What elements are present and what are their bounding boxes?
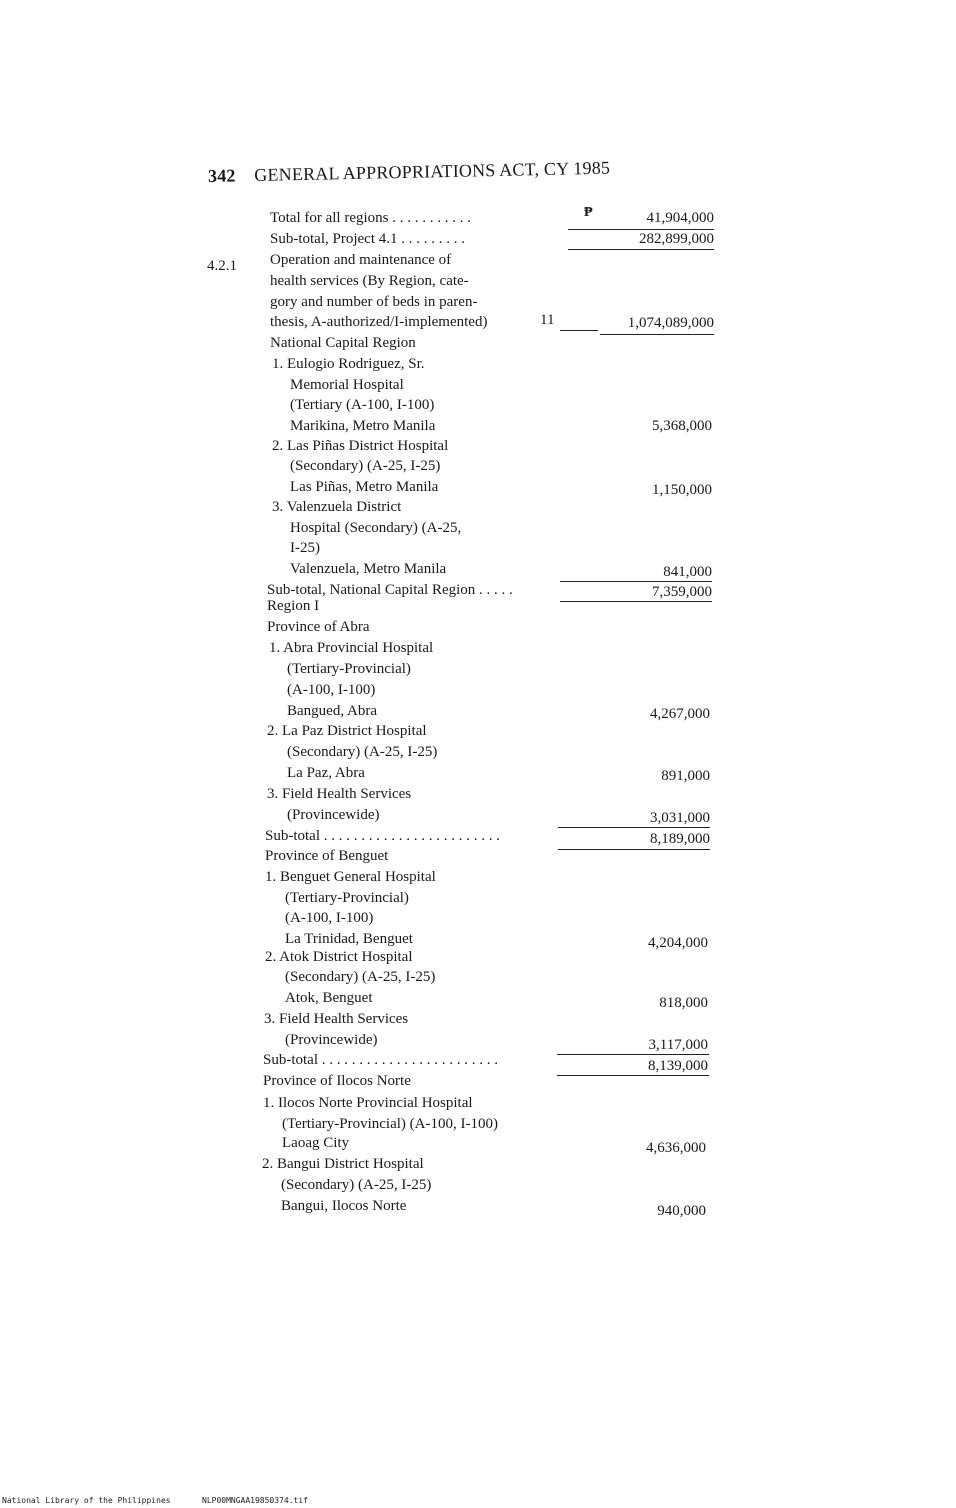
list-item: Las Piñas, Metro Manila	[290, 479, 439, 495]
list-item: Hospital (Secondary) (A-25,	[290, 520, 462, 536]
list-item: 1. Ilocos Norte Provincial Hospital	[263, 1095, 473, 1111]
amount: 4,636,000	[646, 1140, 706, 1156]
subtotal-amount: 8,139,000	[648, 1058, 708, 1074]
list-item: 2. La Paz District Hospital	[267, 723, 427, 739]
province-heading: Province of Ilocos Norte	[263, 1073, 411, 1089]
label-line: health services (By Region, cate-	[270, 273, 469, 289]
amount: 4,267,000	[650, 706, 710, 722]
list-item: 2. Bangui District Hospital	[262, 1156, 424, 1172]
list-item: 1. Benguet General Hospital	[265, 869, 436, 885]
footer-file-id: NLP00MNGAA19850374.tif	[202, 1496, 308, 1505]
amount: 5,368,000	[652, 418, 712, 434]
rule	[558, 849, 710, 850]
list-item: 2. Atok District Hospital	[265, 949, 413, 965]
subtotal-label: Sub-total, National Capital Region . . . . .	[267, 582, 513, 598]
list-item: Valenzuela, Metro Manila	[290, 561, 447, 577]
amount: 891,000	[661, 768, 710, 784]
list-item: 2. Las Piñas District Hospital	[272, 438, 449, 454]
list-item: Atok, Benguet	[285, 990, 373, 1006]
list-item: (A-100, I-100)	[287, 682, 376, 698]
label-total-all-regions: Total for all regions . . . . . . . . . . .	[270, 210, 471, 226]
list-item: (Tertiary (A-100, I-100)	[290, 397, 435, 413]
list-item: (Secondary) (A-25, I-25)	[281, 1177, 432, 1193]
region-heading: National Capital Region	[270, 335, 416, 351]
rule-under-subtotal-project	[568, 249, 714, 250]
list-item: Marikina, Metro Manila	[290, 418, 436, 434]
list-item: La Trinidad, Benguet	[285, 931, 413, 947]
list-item: Laoag City	[282, 1135, 350, 1151]
amount: 3,117,000	[648, 1037, 708, 1053]
province-heading: Province of Abra	[267, 619, 370, 635]
list-item: 3. Valenzuela District	[272, 499, 402, 515]
page-number: 342	[207, 165, 236, 186]
amount-operation-maintenance: 1,074,089,000	[627, 315, 714, 331]
label-line: thesis, A-authorized/I-implemented)	[270, 314, 488, 330]
item-code: 4.2.1	[207, 258, 237, 274]
list-item: (Secondary) (A-25, I-25)	[285, 969, 436, 985]
list-item: 1. Eulogio Rodriguez, Sr.	[272, 356, 425, 372]
rule	[558, 827, 710, 828]
reference-number: 11	[540, 312, 555, 328]
page-title: GENERAL APPROPRIATIONS ACT, CY 1985	[254, 157, 611, 186]
list-item: (Secondary) (A-25, I-25)	[287, 744, 438, 760]
amount-total-all-regions: 41,904,000	[646, 210, 714, 226]
list-item: 3. Field Health Services	[267, 786, 412, 802]
label-subtotal-project-4-1: Sub-total, Project 4.1 . . . . . . . . .	[270, 231, 465, 247]
list-item: Memorial Hospital	[290, 377, 404, 393]
list-item: (Tertiary-Provincial)	[285, 890, 409, 906]
rule-under-operation	[600, 334, 714, 335]
page-header	[208, 158, 611, 187]
label-line: gory and number of beds in paren-	[270, 294, 478, 310]
list-item: (A-100, I-100)	[285, 910, 374, 926]
list-item: La Paz, Abra	[287, 765, 365, 781]
rule	[560, 601, 712, 602]
amount: 940,000	[657, 1203, 706, 1219]
list-item: (Tertiary-Provincial)	[287, 661, 411, 677]
currency-symbol: ₱	[584, 205, 593, 220]
list-item: Bangui, Ilocos Norte	[281, 1198, 407, 1214]
list-item: (Provincewide)	[287, 807, 380, 823]
rule	[557, 1054, 709, 1055]
province-heading: Province of Benguet	[265, 848, 389, 864]
subtotal-amount: 7,359,000	[652, 584, 712, 600]
region-heading: Region I	[267, 598, 320, 614]
subtotal-amount: 8,189,000	[650, 831, 710, 847]
amount: 4,204,000	[648, 935, 708, 951]
list-item: (Tertiary-Provincial) (A-100, I-100)	[282, 1116, 498, 1132]
list-item: (Provincewide)	[285, 1032, 378, 1048]
rule	[557, 1075, 709, 1076]
subtotal-label: Sub-total . . . . . . . . . . . . . . . . . . . . . . . .	[265, 828, 500, 844]
list-item: I-25)	[290, 540, 320, 556]
list-item: Bangued, Abra	[287, 703, 377, 719]
subtotal-label: Sub-total . . . . . . . . . . . . . . . . . . . . . . . .	[263, 1052, 498, 1068]
list-item: (Secondary) (A-25, I-25)	[290, 458, 441, 474]
amount: 3,031,000	[650, 810, 710, 826]
amount: 1,150,000	[652, 482, 712, 498]
footer-library: National Library of the Philippines	[2, 1496, 171, 1505]
amount-subtotal-project-4-1: 282,899,000	[639, 231, 714, 247]
list-item: 3. Field Health Services	[264, 1011, 409, 1027]
list-item: 1. Abra Provincial Hospital	[269, 640, 434, 656]
label-line: Operation and maintenance of	[270, 252, 452, 268]
amount: 841,000	[663, 564, 712, 580]
amount: 818,000	[659, 995, 708, 1011]
